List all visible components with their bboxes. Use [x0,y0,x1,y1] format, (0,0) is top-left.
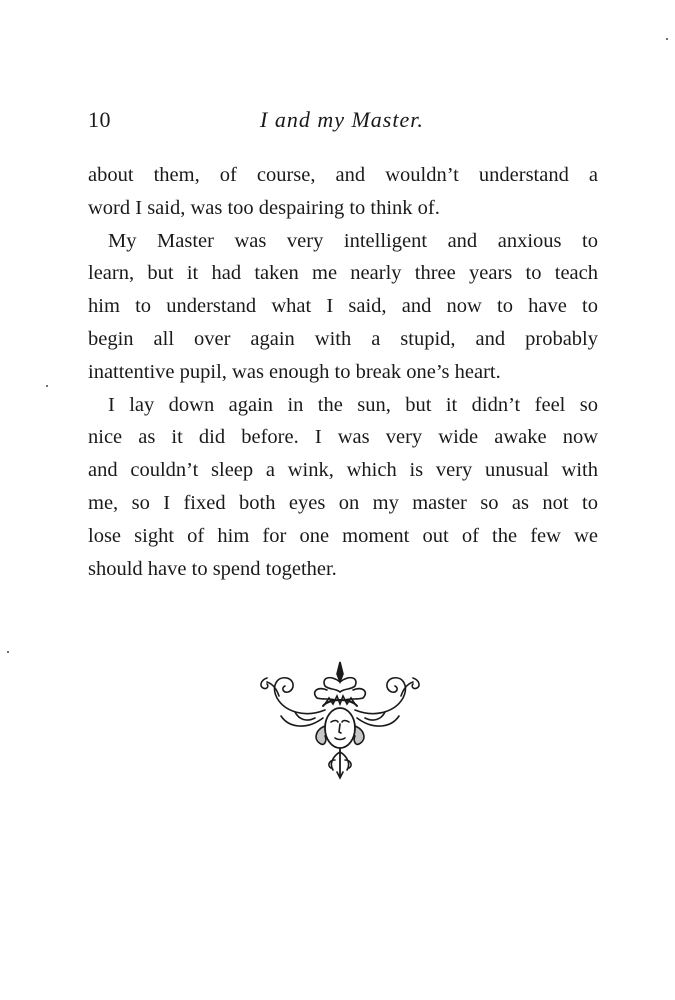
text-line: inattentive pupil, was enough to break one’s heart. [88,360,501,383]
paper-speck [666,38,668,40]
text-line: nice as it did before. I was very wide awake now [88,426,598,449]
text-line: lose sight of him for one moment out of the few we [88,524,598,547]
paper-speck [7,651,9,653]
text-line: should have to spend together. [88,557,337,580]
page-number: 10 [88,107,111,132]
page-header [88,107,598,137]
paragraph-2 [88,225,598,389]
paper-speck [46,385,48,387]
paragraph-1 [88,159,598,225]
text-line: learn, but it had taken me nearly three years to teach [88,262,598,285]
text-line: me, so I fixed both eyes on my master so as not to [88,491,598,514]
body-text [88,159,598,585]
running-title: I and my Master. [260,107,424,132]
text-line: begin all over again with a stupid, and probably [88,327,598,350]
ornamental-tailpiece-icon [255,660,425,780]
text-line: word I said, was too despairing to think of. [88,196,440,219]
text-line: My Master was very intelligent and anxious to [108,229,598,252]
paragraph-3 [88,389,598,586]
text-line: I lay down again in the sun, but it didn’t feel so [108,393,598,416]
text-line: and couldn’t sleep a wink, which is very unusual with [88,459,598,482]
text-line: him to understand what I said, and now to have to [88,295,598,318]
text-line: about them, of course, and wouldn’t understand a [88,164,598,186]
